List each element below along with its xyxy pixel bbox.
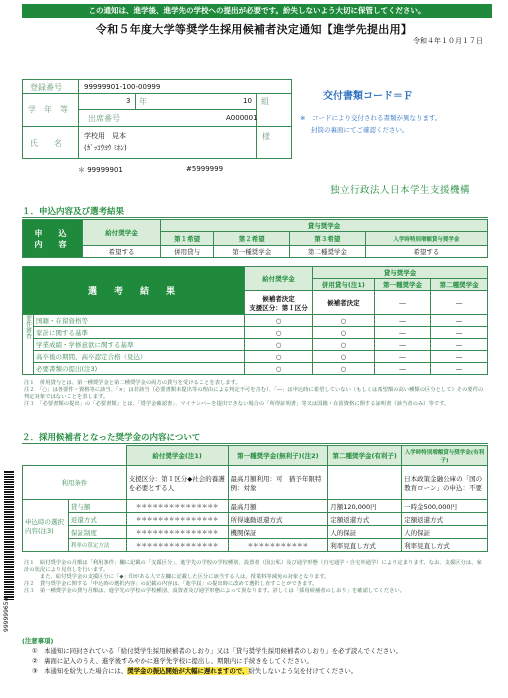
- class-number: 10: [243, 97, 252, 105]
- notice-banner: この通知は、進学後、進学先の学校への提出が必要です。紛失しないよう大切に保管してください。: [22, 4, 492, 18]
- row-rate-label: 利率の算定方法: [68, 539, 126, 552]
- section1-notes: [24, 380, 486, 408]
- req-1-dai2: ―: [431, 315, 488, 327]
- apply-select-label: 申込時の選択内容(注3): [23, 500, 69, 552]
- reg-value: 99999901-100-00999: [84, 83, 161, 91]
- use-nyu: 日本政策金融公庫の「国の教育ローン」の申込：不要: [402, 466, 488, 500]
- req-1-dai1: ―: [374, 315, 431, 327]
- kyufu-r1: ＊＊＊＊＊＊＊＊＊＊＊＊＊＊＊: [126, 500, 228, 513]
- result-table: [22, 266, 488, 375]
- note2-1: 注１ 給付奨学金の月額は「利用条件」欄に記載の「支援区分」、進学先の学校の学校種別、設置者（国公私）及び通学形態（自宅通学・自宅外通学）により定まります。なお、支援区分は、家計の状況により見直しを行います。: [24, 560, 482, 573]
- code-note-2: 封筒の裏面にてご確認ください。: [311, 126, 409, 134]
- req-5-dai1: ―: [374, 363, 431, 375]
- contents-corner: [23, 446, 127, 466]
- document-code: 交付書類コード＝Ｆ: [323, 91, 413, 102]
- nyu-r1: 一時金500,000円: [402, 500, 488, 513]
- req-4-heiyo: ○: [313, 351, 375, 363]
- code-note-1: ※ コードにより交付される書類が異なります。: [300, 114, 442, 122]
- class-label: 組: [261, 97, 269, 106]
- req-3-dai1: ―: [374, 339, 431, 351]
- dai2-r2: 定額返還方式: [328, 513, 402, 526]
- issue-date: 令和４年１０月１７日: [413, 37, 483, 45]
- apply-val4: 希望する: [365, 246, 487, 258]
- result-dai1-value: ―: [374, 291, 431, 315]
- apply-val1: 併用貸与: [161, 246, 214, 258]
- result-dai2-header: 第二種奨学金: [431, 279, 488, 291]
- apply-kyufu-header: 給付奨学金: [83, 220, 161, 246]
- req-row-4: 高卒後の期間、高卒認定合格（見込）: [34, 351, 245, 363]
- apply-col1: 第１希望: [161, 232, 214, 246]
- note2-3: 注２ 貸与奨学金に関する「申込時の選択内容」の記載の内容は、「進学届」の提出時に改めて選択し直すことができます。: [24, 581, 318, 587]
- row-repay-label: 返還方式: [68, 513, 126, 526]
- apply-val3: 第二種奨学金: [290, 246, 366, 258]
- nyu-r3: 人的保証: [402, 526, 488, 539]
- result-label: 選 考 結 果: [23, 267, 245, 315]
- result-taiyo-header: 貸与奨学金: [313, 267, 488, 279]
- req-row-1: 国籍・在留資格等: [34, 315, 245, 327]
- row-amount-label: 貸与額: [68, 500, 126, 513]
- row-guarantee-label: 保証制度: [68, 526, 126, 539]
- nyu-r2: 定額返還方式: [402, 513, 488, 526]
- dai2-r1: 月額120,000円: [328, 500, 402, 513]
- req-row-3: 学業成績・学修意欲に関する基準: [34, 339, 245, 351]
- grade-number: 3: [126, 97, 131, 105]
- result-heiyo-header: 併用貸与(注1): [313, 279, 375, 291]
- organization-name: 独立行政法人日本学生支援機構: [330, 185, 471, 196]
- note1-2: 注２ 「○」は各要件・資格等に該当、「×」は非該当（必要書類未提出等の理由による判定不可を含む）、「―」は申込時に希望していない（もしくは希望額の高い種類の区分として）その要件の判定対象ではないことを表します。: [24, 387, 484, 400]
- caution-heading: (注意事項): [22, 637, 54, 645]
- barcode-id-1: ＊ 99999901: [78, 166, 123, 174]
- contents-nyu-header: 入学時特別増額貸与奨学金(有利子): [402, 446, 488, 466]
- name-label: 氏 名: [30, 139, 62, 148]
- dai2-r4: 利率見直し方式: [328, 539, 402, 552]
- caution-1: ① 本通知に同封されている「給付奨学生採用候補者のしおり」又は「貸与奨学生採用候補者のしおり」を必ず読んでください。: [32, 647, 402, 655]
- kyufu-r4: ＊＊＊＊＊＊＊＊＊＊＊＊＊＊＊: [126, 539, 228, 552]
- req-5-dai2: ―: [431, 363, 488, 375]
- req-5-heiyo: ○: [313, 363, 375, 375]
- caution-3-highlight: 奨学金の振込開始が大幅に遅れますので、: [127, 667, 249, 675]
- reg-label: 登録番号: [30, 83, 62, 92]
- note1-3: 注３ 「必要書類の提出」の「必要書類」とは、「奨学金確認書」、マイナンバーを提出できない場合の「所得証明書」等又は国籍・在留資格に関する証明書（該当者のみ）等です。: [24, 401, 450, 407]
- req-1-heiyo: ○: [313, 315, 375, 327]
- result-kyufu-header: 給付奨学金: [245, 267, 313, 291]
- apply-col2: 第２希望: [214, 232, 290, 246]
- barcode-id-2: #5999999: [186, 165, 224, 173]
- apply-val2: 第一種奨学金: [214, 246, 290, 258]
- caution-notes: [22, 636, 492, 676]
- apply-col4: 入学時特別増額貸与奨学金: [365, 232, 487, 246]
- req-5-kyufu: ○: [245, 363, 313, 375]
- caution-3c: 紛失しないよう気を付けてください。: [248, 667, 358, 675]
- attendance-label: 出席番号: [88, 114, 120, 123]
- student-name: 学校用 見本: [84, 132, 126, 140]
- note2-4: 注３ 第一種奨学金の貸与月額は、進学先の学校の学校種別、設置者及び通学形態によって異なります。詳しくは「採用候補者のしおり」を確認してください。: [24, 588, 405, 594]
- req-row-2: 家計に関する基準: [34, 327, 245, 339]
- apply-col3: 第３希望: [290, 232, 366, 246]
- dai1-r2: 所得連動返還方式: [228, 513, 328, 526]
- side-barcode: [4, 470, 14, 600]
- apply-taiyo-header: 貸与奨学金: [161, 220, 488, 232]
- apply-label: 申 込 内 容: [23, 220, 83, 258]
- use-kyufu: 支援区分：第Ｉ区分◆社会的養護を必要とする人: [126, 466, 228, 500]
- req-4-kyufu: ○: [245, 351, 313, 363]
- req-4-dai1: ―: [374, 351, 431, 363]
- section2-notes: [24, 560, 486, 595]
- req-3-heiyo: ○: [313, 339, 375, 351]
- contents-kyufu-header: 給付奨学金(注1): [126, 446, 228, 466]
- use-label: 利用条件: [23, 466, 127, 500]
- contents-dai2-header: 第二種奨学金(有利子): [328, 446, 402, 466]
- dai1-r1: 最高月額: [228, 500, 328, 513]
- req-2-dai1: ―: [374, 327, 431, 339]
- req-3-kyufu: ○: [245, 339, 313, 351]
- apply-kyufu-value: 希望する: [83, 246, 161, 258]
- req-2-heiyo: ○: [313, 327, 375, 339]
- contents-table: [22, 445, 488, 552]
- req-3-dai2: ―: [431, 339, 488, 351]
- section1-heading-text: １．申込内容及び選考結果: [22, 207, 125, 217]
- caution-3: [22, 666, 492, 676]
- section1-heading: [22, 205, 124, 217]
- dai1-r3: 機関保証: [228, 526, 328, 539]
- kyufu-r2: ＊＊＊＊＊＊＊＊＊＊＊＊＊＊＊: [126, 513, 228, 526]
- result-heiyo-value: 候補者決定: [313, 291, 375, 315]
- dai1-r4: ＊＊＊＊＊＊＊＊＊＊＊: [228, 539, 328, 552]
- result-dai2-value: ―: [431, 291, 488, 315]
- req-1-kyufu: ○: [245, 315, 313, 327]
- note2-2: また、給付奨学金の支援区分に「◆」印がある人で左欄に記載した区分に該当する人は、授業料等減免の対象となります。: [24, 574, 330, 580]
- kyufu-r3: ＊＊＊＊＊＊＊＊＊＊＊＊＊＊＊: [126, 526, 228, 539]
- result-kubun: 支援区分：第Ｉ区分: [249, 303, 308, 312]
- dai2-r3: 人的保証: [328, 526, 402, 539]
- use-dai1: 最高月額利用：可 猶予年限特例：対象: [228, 466, 328, 500]
- req-row-5: 必要書類の提出(注3): [34, 363, 245, 375]
- req-4-dai2: ―: [431, 351, 488, 363]
- application-table: [22, 219, 488, 258]
- student-name-kana: (ｶﾞｯｺｳﾖｳ ﾐﾎﾝ): [84, 144, 127, 152]
- nyu-r4: 利率見直し方式: [402, 539, 488, 552]
- use-dai2: [328, 466, 402, 500]
- requirement-side-label: 要件審査: [23, 315, 34, 375]
- grade-year-label: 年: [139, 97, 147, 106]
- sama-label: 様: [262, 132, 270, 141]
- result-kyufu-value: [245, 291, 313, 315]
- note1-1: 注１ 併用貸与とは、第一種奨学金と第二種奨学金の両方の貸与を受けることを表します。: [24, 380, 241, 386]
- result-kettei: 候補者決定: [262, 294, 295, 303]
- caution-2: ② 裏面に記入のうえ、進学後すみやかに進学先学校に提出し、期限内に手続きをしてください。: [32, 657, 313, 665]
- req-2-dai2: ―: [431, 327, 488, 339]
- caution-3a: ③ 本通知を紛失した場合には、: [32, 667, 128, 675]
- section2-heading: ２．採用候補者となった奨学金の内容について: [22, 433, 201, 443]
- side-barcode-number: 99999965#: [3, 596, 10, 632]
- page-title: 令和５年度大学等奨学生採用候補者決定通知【進学先提出用】: [95, 23, 413, 36]
- result-dai1-header: 第一種奨学金: [374, 279, 431, 291]
- contents-dai1-header: 第一種奨学金(無利子)(注2): [228, 446, 328, 466]
- req-2-kyufu: ○: [245, 327, 313, 339]
- grade-label: 学 年 等: [28, 105, 68, 114]
- attendance-value: A000001: [226, 114, 258, 122]
